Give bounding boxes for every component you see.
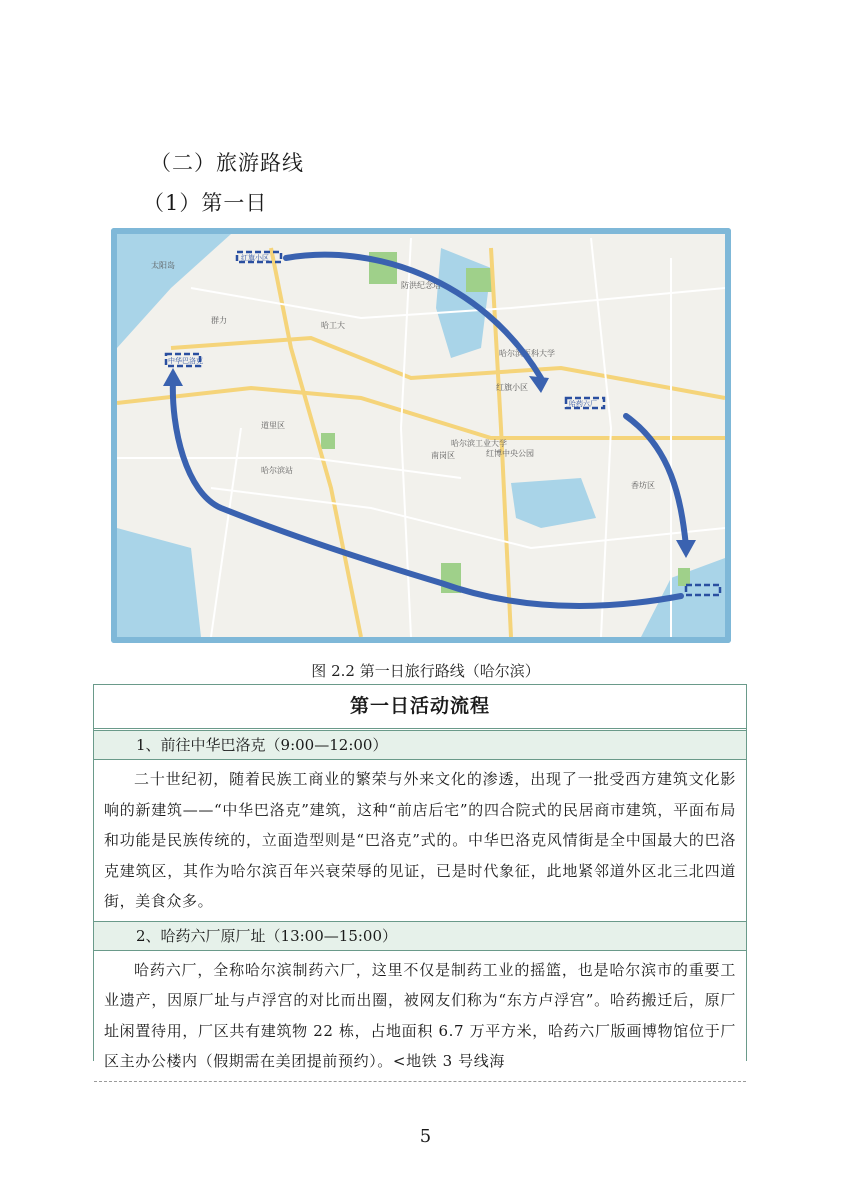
route-map-svg <box>111 228 731 643</box>
map-label: 哈尔滨站 <box>261 466 293 475</box>
activity-box <box>93 684 747 1070</box>
map-label: 南岗区 <box>431 451 455 460</box>
activity-heading: 2、哈药六厂原厂址（13:00—15:00） <box>94 922 746 951</box>
route-map <box>111 228 731 643</box>
map-label: 道里区 <box>261 421 285 430</box>
map-label: 哈尔滨工业大学 <box>451 439 507 448</box>
park-2 <box>466 268 494 292</box>
map-label: 群力 <box>211 316 227 325</box>
map-label: 防洪纪念塔 <box>401 281 441 290</box>
figure-caption: 图 2.2 第一日旅行路线（哈尔滨） <box>311 662 540 680</box>
activity-heading: 1、前往中华巴洛克（9:00—12:00） <box>94 731 746 760</box>
map-label: 香坊区 <box>631 481 655 490</box>
stop-label: 哈药六厂 <box>569 401 597 408</box>
activity-text: 二十世纪初，随着民族工商业的繁荣与外来文化的渗透，出现了一批受西方建筑文化影响的新建筑——“中华巴洛克”建筑，这种“前店后宅”的四合院式的民居商市建筑，平面布局和功能是民族传统的，立面造型则是“巴洛克”式的。中华巴洛克风情街是全中国最大的巴洛克建筑区，其作为哈尔滨百年兴衰荣辱的见证，已是时代象征，此地紧邻道外区北三北四道街，美食众多。 <box>94 760 746 922</box>
activity-text: 哈药六厂，全称哈尔滨制药六厂，这里不仅是制药工业的摇篮，也是哈尔滨市的重要工业遗产，因原厂址与卢浮宫的对比而出圈，被网友们称为“东方卢浮宫”。哈药搬迁后，原厂址闲置待用，厂区共有建筑物 22 栋，占地面积 6.7 万平方米，哈药六厂版画博物馆位于厂区主办公楼内（假期需在美团提前预约）。<地铁 3 号线海 <box>94 951 746 1082</box>
stop-label: 中华巴洛克 <box>168 358 203 365</box>
section-heading: （二）旅游路线 <box>150 151 304 175</box>
map-label: 哈尔滨医科大学 <box>499 349 555 358</box>
park-3 <box>321 433 335 449</box>
page-number: 5 <box>419 1126 432 1147</box>
stop-label: 红旗小区 <box>241 255 269 262</box>
map-label: 红旗小区 <box>496 383 528 392</box>
map-label: 红博中央公园 <box>486 449 534 458</box>
park-5 <box>678 568 690 586</box>
activity-box-title: 第一日活动流程 <box>94 685 746 731</box>
map-label: 哈工大 <box>321 321 345 330</box>
map-label: 太阳岛 <box>151 261 175 270</box>
day-heading: （1）第一日 <box>143 191 268 215</box>
